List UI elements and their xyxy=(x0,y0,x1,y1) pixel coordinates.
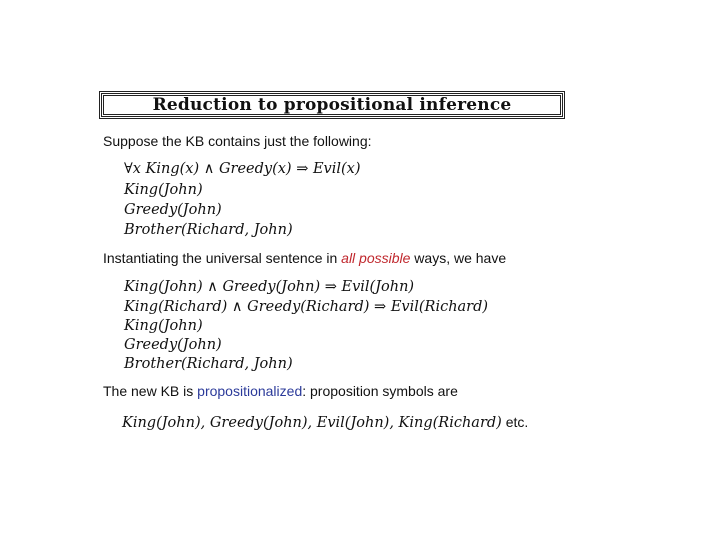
kb-sentence-1: ∀x King(x) ∧ Greedy(x) ⇒ Evil(x) xyxy=(124,161,361,177)
instantiated-sentence-3: King(John) xyxy=(124,318,203,334)
intro-text: Suppose the KB contains just the following: xyxy=(103,133,372,149)
instantiated-sentence-5: Brother(Richard, John) xyxy=(124,356,293,372)
propositionalized-text-before: The new KB is xyxy=(103,383,198,399)
kb-sentence-3: Greedy(John) xyxy=(124,202,222,218)
kb-sentence-2: King(John) xyxy=(124,182,203,198)
instantiation-text-after: ways, we have xyxy=(410,250,507,266)
propositionalized-text xyxy=(103,383,458,399)
instantiation-text xyxy=(103,250,506,266)
title-box xyxy=(101,93,563,117)
instantiated-sentence-1: King(John) ∧ Greedy(John) ⇒ Evil(John) xyxy=(124,279,415,295)
proposition-symbols-etc: etc. xyxy=(501,414,529,430)
proposition-symbols-list: King(John), Greedy(John), Evil(John), King(Richard) xyxy=(122,415,502,431)
proposition-symbols xyxy=(122,413,528,432)
slide-title: Reduction to propositional inference xyxy=(152,95,512,115)
propositionalized-text-after: : proposition symbols are xyxy=(302,383,458,399)
all-possible-highlight: all possible xyxy=(341,250,411,266)
instantiated-sentence-4: Greedy(John) xyxy=(124,337,222,353)
instantiated-sentence-2: King(Richard) ∧ Greedy(Richard) ⇒ Evil(Richard) xyxy=(124,299,489,315)
kb-sentence-4: Brother(Richard, John) xyxy=(124,222,293,238)
propositionalized-highlight: propositionalized xyxy=(197,383,303,399)
instantiation-text-before: Instantiating the universal sentence in xyxy=(103,250,342,266)
